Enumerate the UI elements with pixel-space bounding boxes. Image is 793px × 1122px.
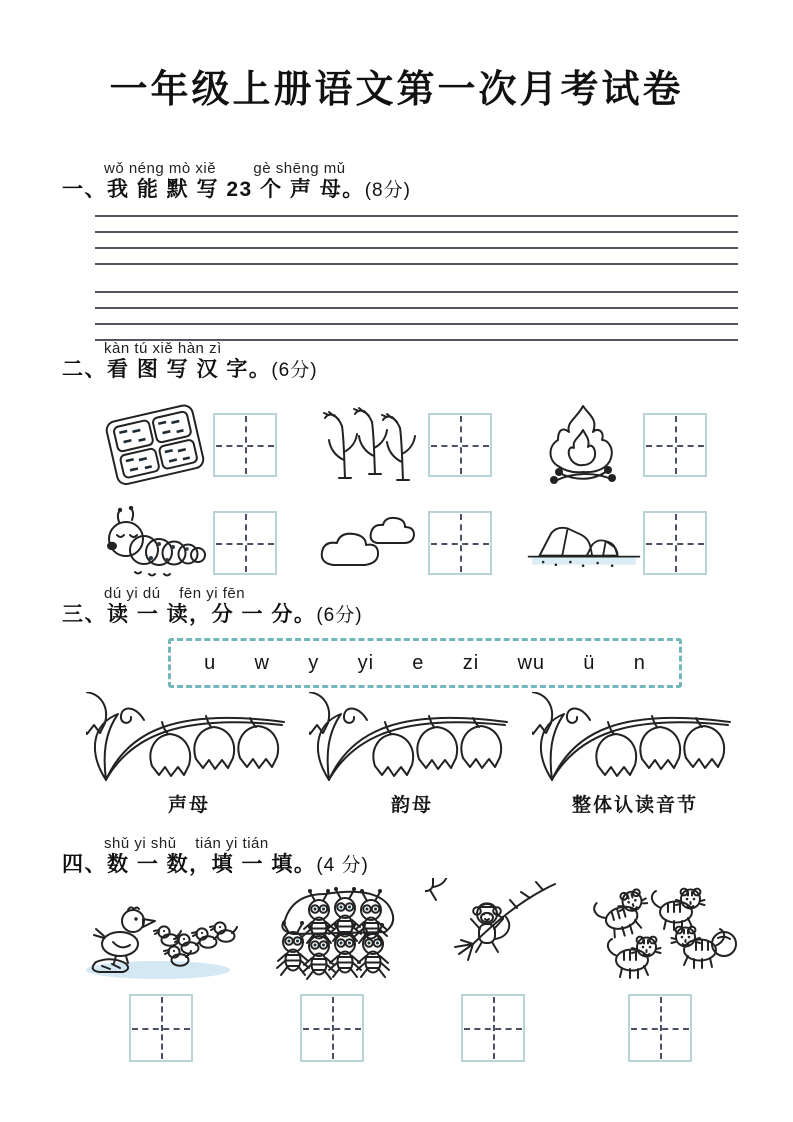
bellflower-branch-icon xyxy=(309,692,515,786)
caterpillar-picture xyxy=(101,506,207,580)
q2-item-rocks xyxy=(525,502,740,584)
letter: n xyxy=(633,651,646,674)
letter: w xyxy=(254,651,270,674)
q4-item-monkeys xyxy=(425,876,561,1062)
page-title: 一年级上册语文第一次月考试卷 xyxy=(109,69,684,111)
section-1-score: (8分) xyxy=(364,180,411,201)
group-label: 韵母 xyxy=(390,795,433,816)
ducks-picture xyxy=(82,880,240,984)
group-whole-syllables xyxy=(532,692,738,817)
letter: e xyxy=(412,651,425,674)
section-4-title: 四、数 一 数，填 一 填。(4 分) xyxy=(62,853,369,876)
writing-box xyxy=(428,511,492,575)
writing-box xyxy=(213,413,277,477)
answer-box xyxy=(129,994,193,1062)
field-picture xyxy=(98,404,210,486)
q2-item-caterpillar xyxy=(95,502,310,584)
answer-box xyxy=(461,994,525,1062)
section-1-header xyxy=(62,160,411,204)
q2-item-grain xyxy=(310,404,525,486)
writing-box xyxy=(643,511,707,575)
answer-box xyxy=(300,994,364,1062)
q2-item-fire xyxy=(525,404,740,486)
section-4-pinyin: shǔ yi shǔ tián yi tián xyxy=(104,835,269,852)
picture-writing-grid xyxy=(95,404,740,584)
section-3-header xyxy=(62,585,363,629)
writing-box xyxy=(428,413,492,477)
clouds-picture xyxy=(311,507,427,579)
rocks-picture xyxy=(525,511,643,575)
answer-box xyxy=(628,994,692,1062)
section-3-pinyin: dú yi dú fēn yi fēn xyxy=(104,585,246,602)
tigers-picture xyxy=(578,878,742,984)
section-3-score: (6分) xyxy=(316,605,363,626)
letters-box xyxy=(168,638,682,688)
grain-plants-picture xyxy=(319,404,419,486)
letter: ü xyxy=(583,651,596,674)
bellflower-branch-icon xyxy=(86,692,292,786)
counting-grid xyxy=(82,876,742,1062)
group-initials xyxy=(86,692,292,817)
sorting-groups xyxy=(86,692,738,817)
group-label: 声母 xyxy=(167,795,210,816)
q4-item-ants xyxy=(257,876,407,1062)
ants-picture xyxy=(257,878,407,984)
q2-item-field xyxy=(95,404,310,486)
writing-box xyxy=(213,511,277,575)
section-4-score: (4 分) xyxy=(316,855,369,876)
campfire-picture xyxy=(536,402,632,488)
monkeys-picture xyxy=(425,878,561,984)
section-3-title: 三、读 一 读，分 一 分。(6分) xyxy=(62,603,363,626)
group-label: 整体认读音节 xyxy=(571,795,698,816)
q4-item-tigers xyxy=(578,876,742,1062)
section-2-header xyxy=(62,340,318,384)
section-2-score: (6分) xyxy=(271,360,318,381)
letter: y xyxy=(308,651,320,674)
section-4-header xyxy=(62,835,369,879)
section-1-pinyin: wǒ néng mò xiě gè shēng mǔ xyxy=(104,160,346,177)
group-finals xyxy=(309,692,515,817)
pinyin-writing-staff-1 xyxy=(95,215,738,265)
bellflower-branch-icon xyxy=(532,692,738,786)
section-2-pinyin: kàn tú xiě hàn zì xyxy=(104,340,222,357)
writing-box xyxy=(643,413,707,477)
letter: wu xyxy=(517,651,546,674)
section-2-title: 二、看 图 写 汉 字。(6分) xyxy=(62,358,318,381)
q2-item-clouds xyxy=(310,502,525,584)
letter: zi xyxy=(462,651,480,674)
pinyin-writing-staff-2 xyxy=(95,291,738,341)
section-1-title: 一、我 能 默 写 23 个 声 母。(8分) xyxy=(62,178,411,201)
q4-item-ducks xyxy=(82,876,240,1062)
letter: yi xyxy=(357,651,375,674)
letter: u xyxy=(204,651,217,674)
